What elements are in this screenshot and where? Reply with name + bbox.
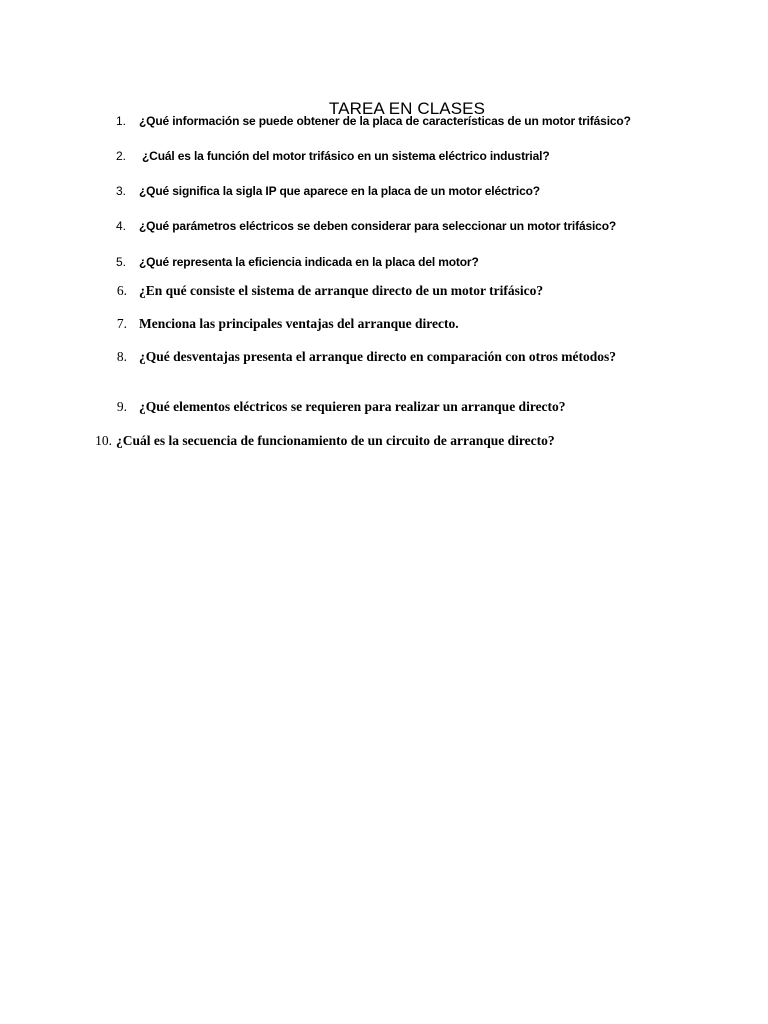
- list-item-number: 10.: [95, 433, 112, 448]
- list-item-text: ¿Cuál es la función del motor trifásico en un sistema eléctrico industrial?: [142, 149, 550, 163]
- list-item-number: 3.: [115, 184, 126, 198]
- list-item-number: 9.: [116, 399, 127, 414]
- list-item-text: ¿Qué significa la sigla IP que aparece en la placa de un motor eléctrico?: [139, 184, 540, 198]
- list-item-text: ¿Qué información se puede obtener de la placa de características de un motor trifásico?: [139, 114, 631, 128]
- list-item-number: 8.: [116, 349, 127, 364]
- list-item-number: 5.: [115, 255, 126, 269]
- list-item-text: ¿En qué consiste el sistema de arranque directo de un motor trifásico?: [139, 283, 544, 298]
- list-item-number: 4.: [115, 219, 126, 233]
- list-item-text: ¿Qué representa la eficiencia indicada en la placa del motor?: [139, 255, 479, 269]
- list-item-text: ¿Qué parámetros eléctricos se deben considerar para seleccionar un motor trifásico?: [139, 219, 617, 233]
- list-item-text: Menciona las principales ventajas del arranque directo.: [139, 316, 459, 331]
- list-item-number: 6.: [116, 283, 127, 298]
- list-item-text: ¿Qué elementos eléctricos se requieren para realizar un arranque directo?: [139, 399, 566, 414]
- list-item-number: 2.: [115, 149, 126, 163]
- list-item-number: 7.: [116, 316, 127, 331]
- list-item-text: ¿Cuál es la secuencia de funcionamiento de un circuito de arranque directo?: [116, 433, 555, 448]
- list-item-number: 1.: [115, 114, 126, 128]
- page-title: TAREA EN CLASES: [328, 99, 486, 119]
- list-item-text: ¿Qué desventajas presenta el arranque directo en comparación con otros métodos?: [139, 349, 616, 364]
